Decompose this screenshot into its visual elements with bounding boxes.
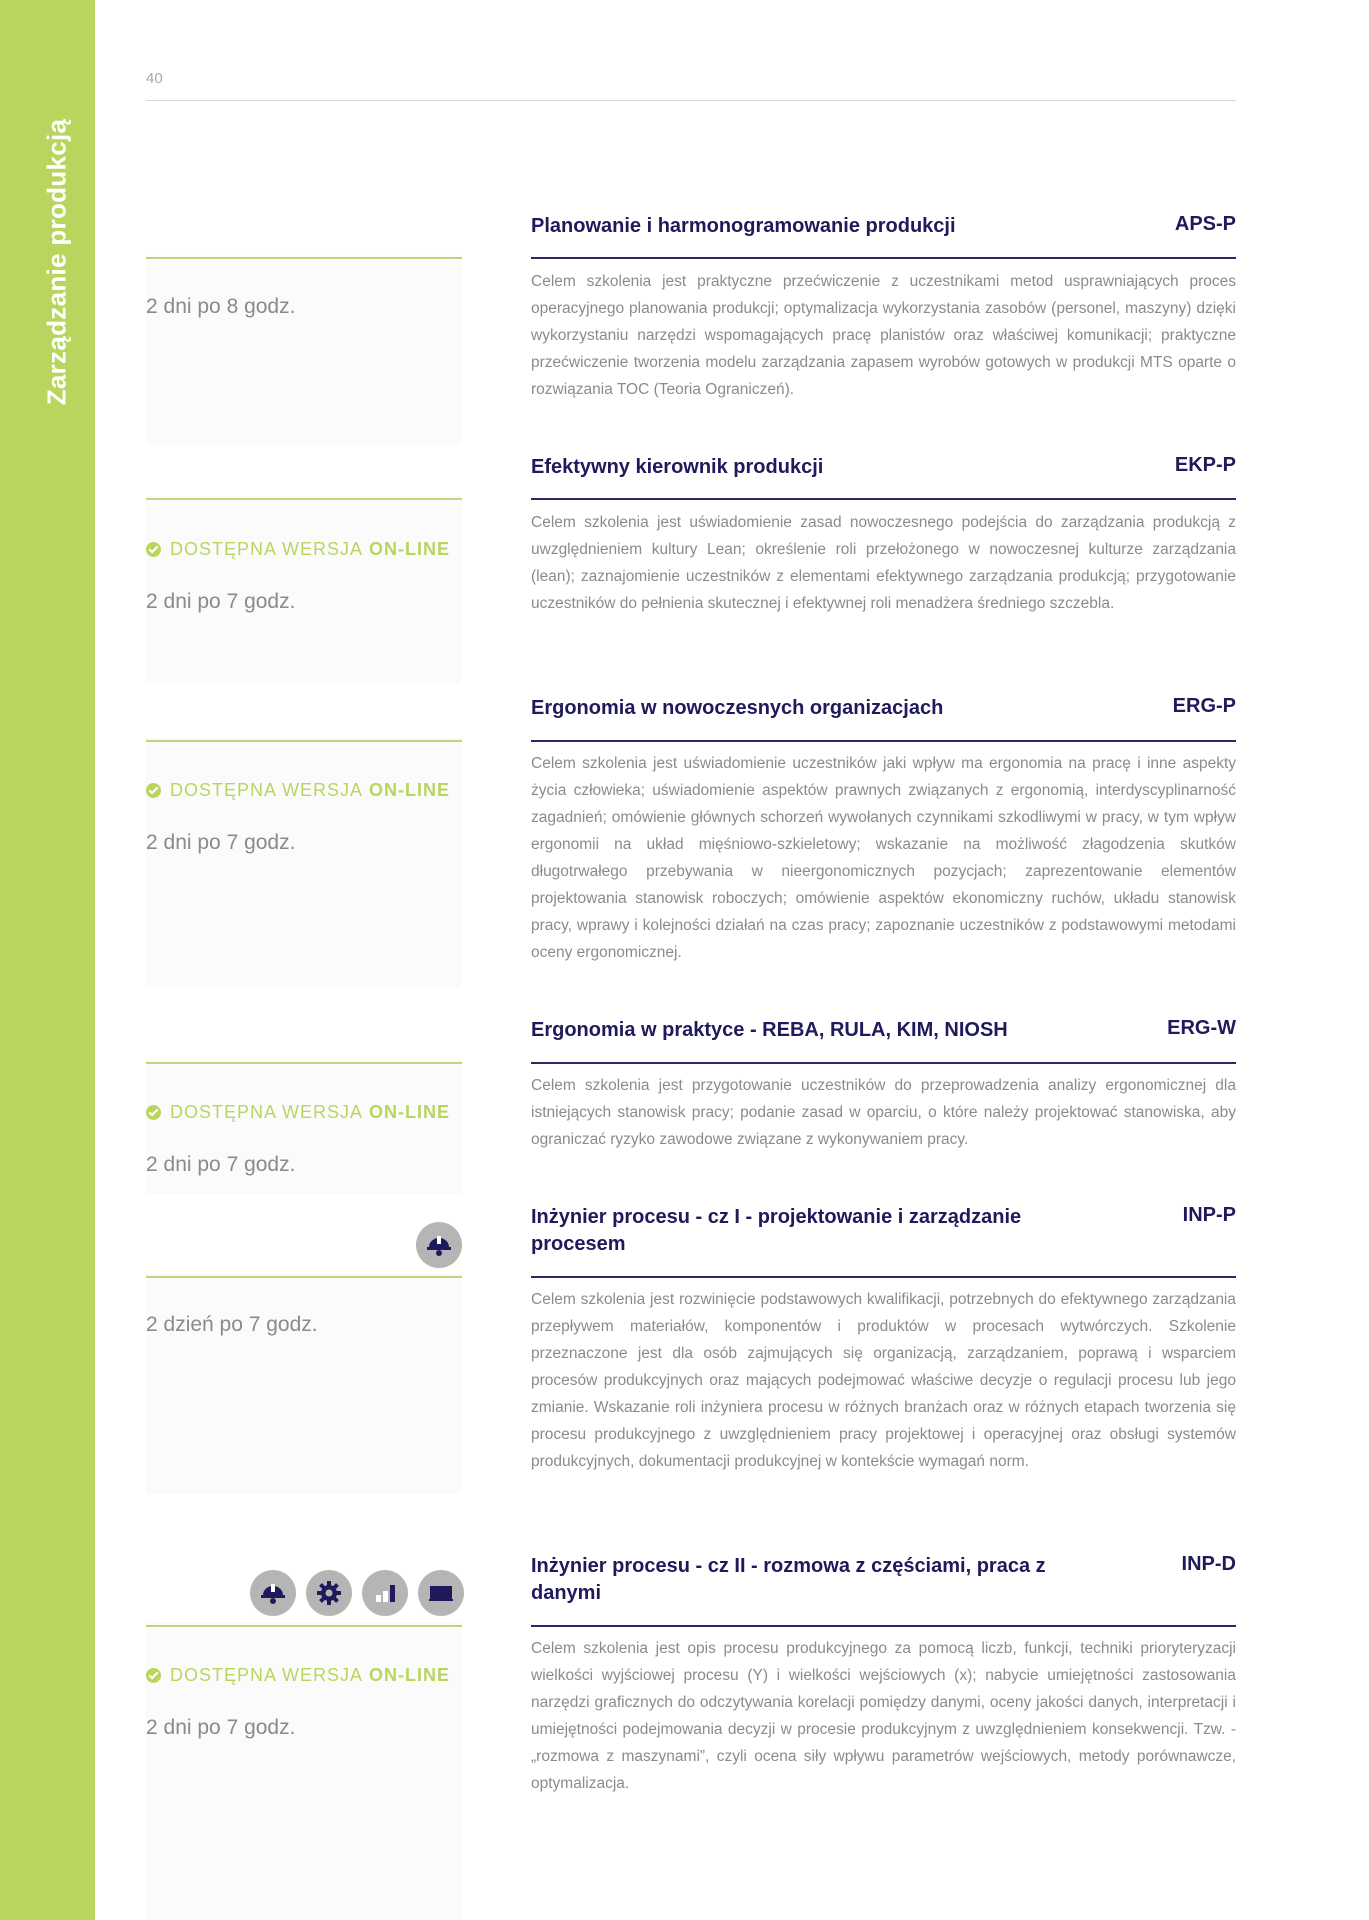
title-divider xyxy=(531,740,1236,742)
course-meta-panel xyxy=(146,1274,461,1494)
online-badge-prefix: DOSTĘPNA WERSJA xyxy=(170,1102,364,1122)
course-code: INP-D xyxy=(1181,1553,1236,1575)
online-badge-suffix: ON-LINE xyxy=(369,1665,451,1685)
title-divider xyxy=(531,498,1236,500)
course-title: Planowanie i harmonogramowanie produkcji xyxy=(531,215,956,237)
online-badge xyxy=(146,780,450,801)
bar-chart-icon xyxy=(362,1570,408,1616)
online-badge xyxy=(146,1102,450,1123)
course-duration: 2 dni po 7 godz. xyxy=(146,831,296,854)
course-title: Ergonomia w nowoczesnych organizacjach xyxy=(531,697,944,719)
check-circle-icon xyxy=(146,1105,161,1120)
title-divider xyxy=(531,1276,1236,1278)
online-badge-suffix: ON-LINE xyxy=(369,1102,451,1122)
left-divider xyxy=(146,1062,462,1064)
check-circle-icon xyxy=(146,542,161,557)
course-code: APS-P xyxy=(1174,213,1236,235)
monitor-icon xyxy=(418,1570,464,1616)
online-badge xyxy=(146,539,450,560)
page-number: 40 xyxy=(146,70,163,87)
check-circle-icon xyxy=(146,1668,161,1683)
course-code: EKP-P xyxy=(1174,454,1236,476)
online-badge-suffix: ON-LINE xyxy=(369,780,451,800)
course-icons xyxy=(416,1222,462,1268)
course-description: Celem szkolenia jest uświadomienie uczestników jaki wpływ ma ergonomia na pracę i inne aspekty życia człowieka; uświadomienie aspektów prawnych związanych z ergonomią, interdyscyplinarność zagadnień; omówienie głównych schorzeń wywołanych czynnikami szkodliwymi w pracy, w tym wpływ ergonomii na układ mięśniowo-szkieletowy; wskazanie na możliwość złagodzenia skutków długotrwałego przebywania w nieergonomicznych pozycjach; zaprezentowanie elementów projektowania stanowisk roboczych; omówienie aspektów ekonomiczny ruchów, układu stanowisk pracy, wprawy i kolejności działań na czas pracy; zapoznanie uczestników z podstawowymi metodami oceny ergonomicznej. xyxy=(531,755,1236,961)
online-badge-prefix: DOSTĘPNA WERSJA xyxy=(170,1665,364,1685)
course-duration: 2 dni po 8 godz. xyxy=(146,295,296,318)
course-duration: 2 dzień po 7 godz. xyxy=(146,1313,318,1336)
left-divider xyxy=(146,257,462,259)
left-divider xyxy=(146,1276,462,1278)
engineer-helmet-icon xyxy=(250,1570,296,1616)
course-title: Efektywny kierownik produkcji xyxy=(531,456,824,478)
section-title: Zarządzanie produkcją xyxy=(41,118,72,406)
left-divider xyxy=(146,740,462,742)
left-divider xyxy=(146,1625,462,1627)
course-code: ERG-P xyxy=(1172,695,1236,717)
course-meta-panel xyxy=(146,738,461,988)
title-divider xyxy=(531,1625,1236,1627)
course-title: Ergonomia w praktyce - REBA, RULA, KIM, NIOSH xyxy=(531,1019,1008,1041)
course-description: Celem szkolenia jest opis procesu produkcyjnego za pomocą liczb, funkcji, techniki prioryteryzacji wielkości wyjściowej procesu (Y) i wielkości wejściowych (x); nabycie umiejętności zastosowania narzędzi graficznych do odczytywania korelacji pomiędzy danymi, oceny jakości danych, interpretacji i umiejętności podejmowania decyzji w procesie produkcyjnym z uwzględnieniem konsekwencji. Tzw. - „rozmowa z maszynami”, czyli ocena siły wpływu parametrów wejściowych, metody porównawcze, optymalizacja. xyxy=(531,1640,1236,1792)
course-title: Inżynier procesu - cz II - rozmowa z częściami, praca z danymi xyxy=(531,1555,1046,1604)
check-circle-icon xyxy=(146,783,161,798)
course-meta-panel xyxy=(146,255,461,445)
gear-icon xyxy=(306,1570,352,1616)
course-description: Celem szkolenia jest przygotowanie uczestników do przeprowadzenia analizy ergonomicznej dla istniejących stanowisk pracy; podanie zasad w oparciu, o które należy projektować stanowiska, aby ograniczać ryzyko zawodowe związane z wykonywaniem pracy. xyxy=(531,1077,1236,1148)
course-duration: 2 dni po 7 godz. xyxy=(146,1153,296,1176)
online-badge-prefix: DOSTĘPNA WERSJA xyxy=(170,539,364,559)
course-code: ERG-W xyxy=(1167,1017,1236,1039)
sidebar xyxy=(0,0,95,1920)
course-description: Celem szkolenia jest uświadomienie zasad nowoczesnego podejścia do zarządzania produkcją z uwzględnieniem kultury Lean; określenie roli przełożonego w nowoczesnej kulturze zarządzania (lean); zaznajomienie uczestników z elementami efektywnego zarządzania produkcją; przygotowanie uczestników do pełnienia skutecznej i efektywnej roli menadżera średniego szczebla. xyxy=(531,514,1236,612)
course-description: Celem szkolenia jest praktyczne przećwiczenie z uczestnikami metod usprawniających proces operacyjnego planowania produkcji; optymalizacja wykorzystania zasobów (personel, maszyny) dzięki wykorzystaniu narzędzi wspomagających pracę planistów oraz właściwej komunikacji; praktyczne przećwiczenie tworzenia modelu zarządzania zapasem wyrobów gotowych w produkcji MTS oparte o rozwiązania TOC (Teoria Ograniczeń). xyxy=(531,273,1236,398)
course-title: Inżynier procesu - cz I - projektowanie i zarządzanie procesem xyxy=(531,1206,1022,1255)
course-description: Celem szkolenia jest rozwinięcie podstawowych kwalifikacji, potrzebnych do efektywnego zarządzania przepływem materiałów, komponentów i produktów w procesach wytwórczych. Szkolenie przeznaczone jest dla osób zajmujących się organizacją, zarządzaniem, poprawą i wsparciem procesów produkcyjnych oraz mających podejmować właściwe decyzje o regulacji procesu lub jego zmianie. Wskazanie roli inżyniera procesu w różnych branżach oraz w różnych etapach tworzenia się procesu produkcyjnego z uwzględnieniem pracy projektowej i operacyjnej oraz obsługi systemów produkcyjnych, dokumentacji produkcyjnej w kontekście wymagań norm. xyxy=(531,1291,1236,1470)
course-code: INP-P xyxy=(1182,1204,1236,1226)
course-duration: 2 dni po 7 godz. xyxy=(146,1716,296,1739)
title-divider xyxy=(531,1062,1236,1064)
online-badge-suffix: ON-LINE xyxy=(369,539,451,559)
online-badge xyxy=(146,1665,450,1686)
left-divider xyxy=(146,498,462,500)
course-icons xyxy=(250,1570,464,1616)
engineer-helmet-icon xyxy=(416,1222,462,1268)
header-divider xyxy=(146,100,1236,101)
course-duration: 2 dni po 7 godz. xyxy=(146,590,296,613)
title-divider xyxy=(531,257,1236,259)
online-badge-prefix: DOSTĘPNA WERSJA xyxy=(170,780,364,800)
